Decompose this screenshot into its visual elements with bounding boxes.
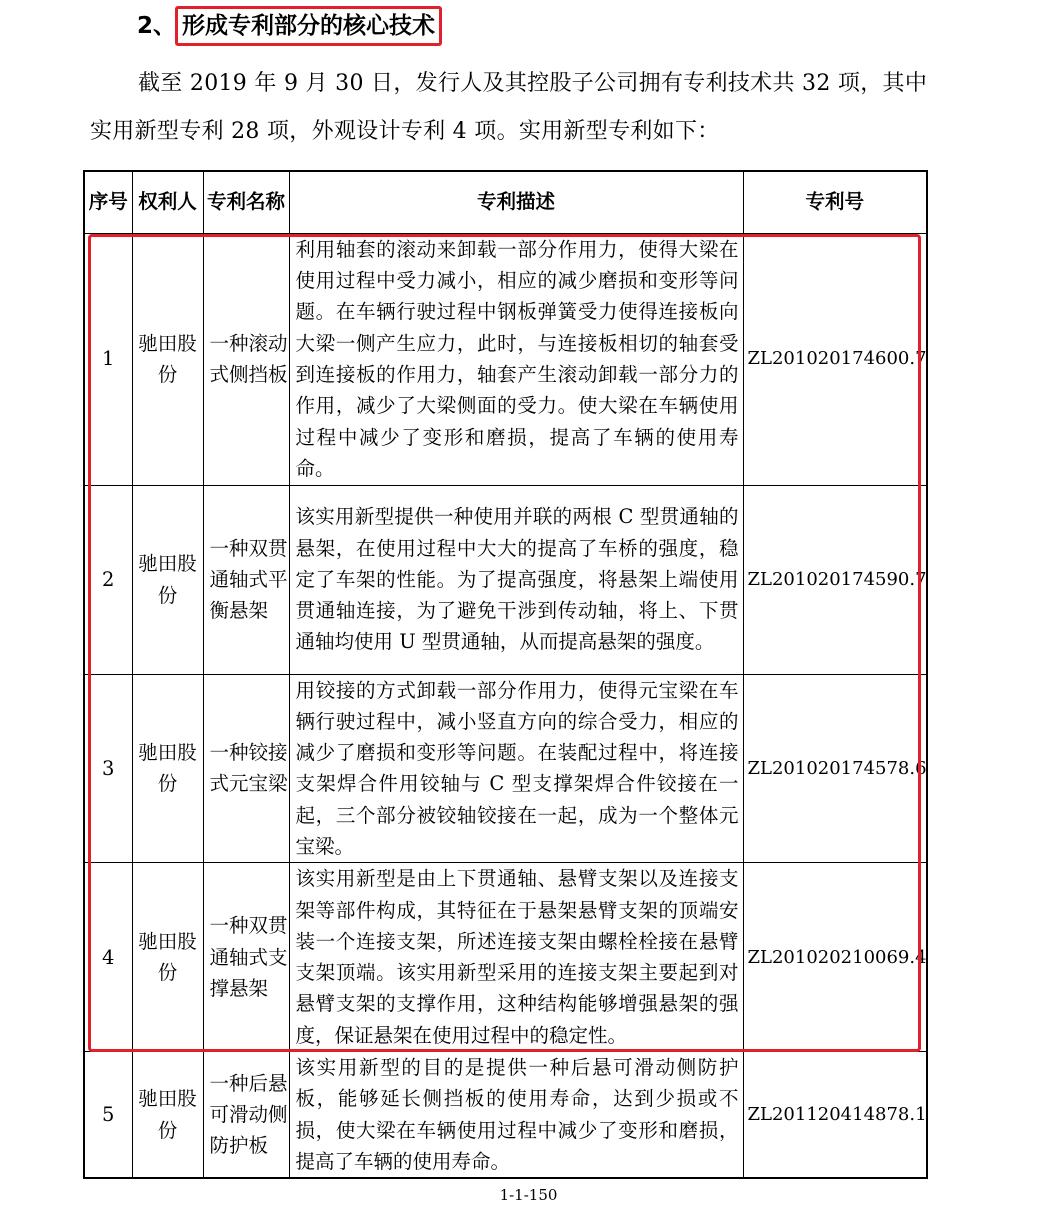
row-description: 该实用新型的目的是提供一种后悬可滑动侧防护板，能够延长侧挡板的使用寿命，达到少损或不损，使大梁在车辆使用过程中减少了变形和磨损，提高了车辆的使用寿命。 — [289, 1052, 743, 1179]
row-patent-number: ZL201020174600.7 — [743, 233, 927, 485]
row-owner: 驰田股份 — [132, 485, 203, 674]
row-patent-number: ZL201120414878.1 — [743, 1052, 927, 1179]
table-row — [84, 674, 927, 863]
row-description: 用铰接的方式卸载一部分作用力，使得元宝梁在车辆行驶过程中，减小竖直方向的综合受力，相应的减少了磨损和变形等问题。在装配过程中，将连接支架焊合件用铰轴与 C 型支撑架焊合件铰接在一起，三个部分被铰轴铰接在一起，成为一个整体元宝梁。 — [289, 674, 743, 863]
row-owner: 驰田股份 — [132, 1052, 203, 1179]
row-index: 1 — [84, 233, 132, 485]
section-title-highlighted: 形成专利部分的核心技术 — [175, 6, 442, 46]
row-index: 5 — [84, 1052, 132, 1179]
header-number: 专利号 — [743, 171, 927, 233]
table-row — [84, 485, 927, 674]
row-description: 该实用新型是由上下贯通轴、悬臂支架以及连接支架等部件构成，其特征在于悬架悬臂支架的顶端安装一个连接支架，所述连接支架由螺栓栓接在悬臂支架顶端。该实用新型采用的连接支架主要起到对悬臂支架的支撑作用，这种结构能够增强悬架的强度，保证悬架在使用过程中的稳定性。 — [289, 863, 743, 1052]
row-name: 一种后悬可滑动侧防护板 — [203, 1052, 289, 1179]
header-name: 专利名称 — [203, 171, 289, 233]
row-index: 2 — [84, 485, 132, 674]
table-header-row — [84, 171, 927, 233]
row-owner: 驰田股份 — [132, 233, 203, 485]
header-index: 序号 — [84, 171, 132, 233]
intro-paragraph: 截至 2019 年 9 月 30 日，发行人及其控股子公司拥有专利技术共 32 项，其中实用新型专利 28 项，外观设计专利 4 项。实用新型专利如下： — [90, 71, 928, 144]
row-index: 4 — [84, 863, 132, 1052]
row-name: 一种双贯通轴式平衡悬架 — [203, 485, 289, 674]
row-description: 该实用新型提供一种使用并联的两根 C 型贯通轴的悬架，在使用过程中大大的提高了车桥的强度，稳定了车架的性能。为了提高强度，将悬架上端使用贯通轴连接，为了避免干涉到传动轴，将上、下贯通轴均使用 U 型贯通轴，从而提高悬架的强度。 — [289, 485, 743, 674]
page-number: 1-1-150 — [499, 1186, 558, 1204]
header-description: 专利描述 — [289, 171, 743, 233]
row-patent-number: ZL201020174590.7 — [743, 485, 927, 674]
row-patent-number: ZL201020174578.6 — [743, 674, 927, 863]
table-row — [84, 1052, 927, 1179]
row-description: 利用轴套的滚动来卸载一部分作用力，使得大梁在使用过程中受力减小，相应的减少磨损和变形等问题。在车辆行驶过程中钢板弹簧受力使得连接板向大梁一侧产生应力，此时，与连接板相切的轴套受到连接板的作用力，轴套产生滚动卸载一部分力的作用，减少了大梁侧面的受力。使大梁在车辆使用过程中减少了变形和磨损，提高了车辆的使用寿命。 — [289, 233, 743, 485]
patent-table — [83, 170, 928, 1179]
table-row — [84, 233, 927, 485]
row-name: 一种滚动式侧挡板 — [203, 233, 289, 485]
row-owner: 驰田股份 — [132, 863, 203, 1052]
row-name: 一种铰接式元宝梁 — [203, 674, 289, 863]
row-patent-number: ZL201020210069.4 — [743, 863, 927, 1052]
section-heading — [137, 6, 442, 46]
header-owner: 权利人 — [132, 171, 203, 233]
row-index: 3 — [84, 674, 132, 863]
row-owner: 驰田股份 — [132, 674, 203, 863]
section-number: 2、 — [137, 13, 177, 39]
table-row — [84, 863, 927, 1052]
row-name: 一种双贯通轴式支撑悬架 — [203, 863, 289, 1052]
